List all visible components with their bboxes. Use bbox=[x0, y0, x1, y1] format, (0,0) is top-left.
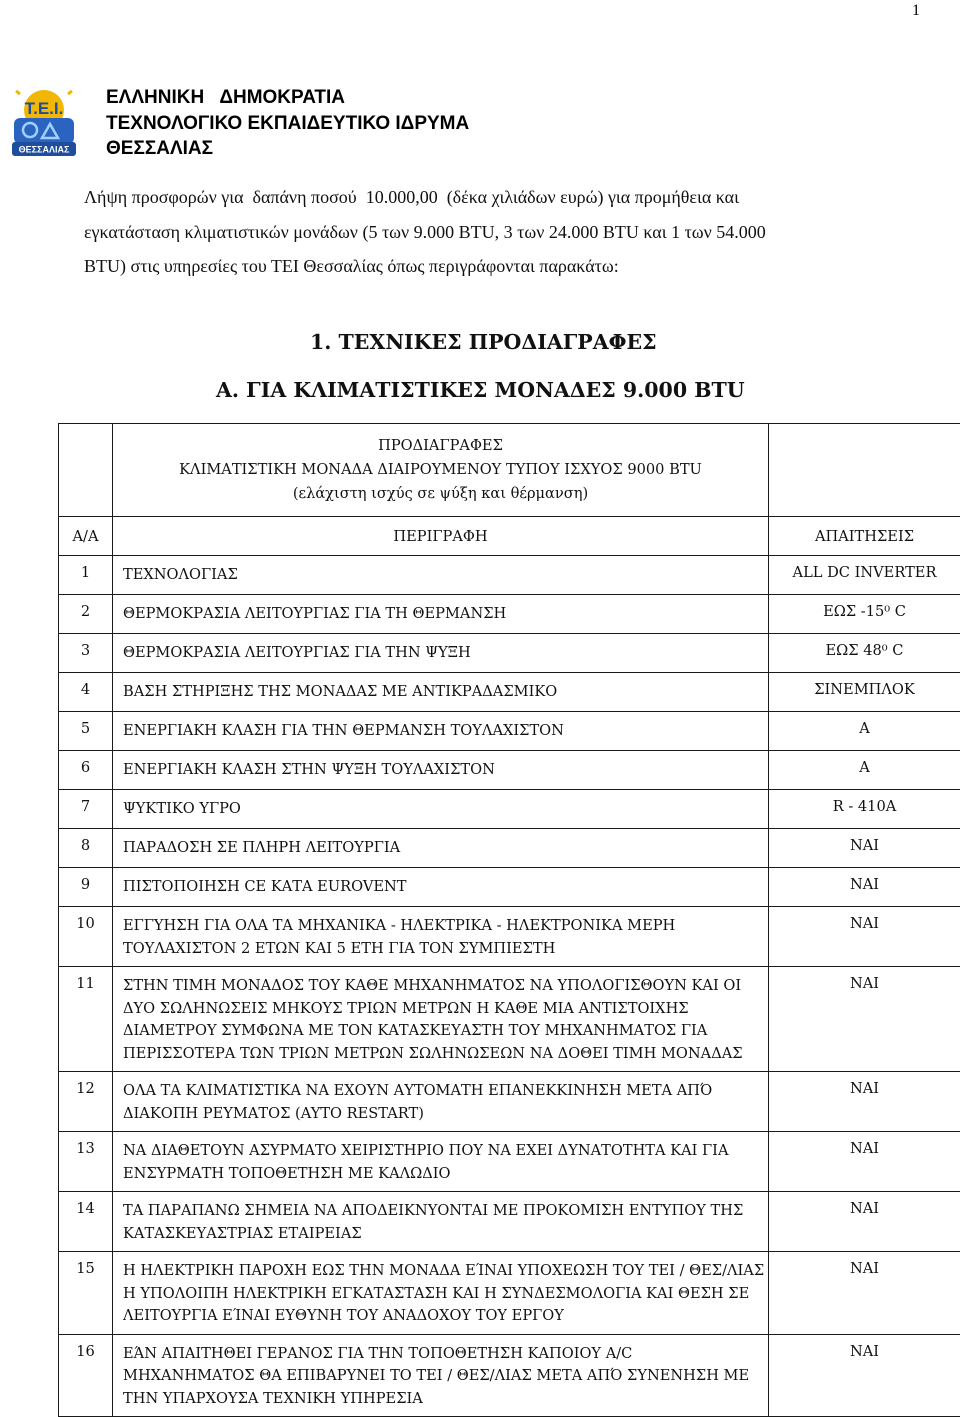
table-row bbox=[59, 1192, 960, 1252]
row-description: ΤΑ ΠΑΡΑΠΑΝΩ ΣΗΜΕΙΑ ΝΑ ΑΠΟΔΕΙΚΝΥΟΝΤΑΙ ΜΕ ΠΡΟΚΟΜΙΣΗ ΕΝΤΥΠΟΥ ΤΗΣ ΚΑΤΑΣΚΕΥΑΣΤΡΙΑΣ ΕΤΑΙΡΕΙΑΣ bbox=[113, 1192, 769, 1252]
table-row bbox=[59, 1072, 960, 1132]
logo-graphic bbox=[6, 88, 82, 158]
row-number: 11 bbox=[59, 967, 113, 1072]
row-number: 1 bbox=[59, 556, 113, 595]
table-row bbox=[59, 1334, 960, 1417]
row-description: ΒΑΣΗ ΣΤΗΡΙΞΗΣ ΤΗΣ ΜΟΝΑΔΑΣ ΜΕ ΑΝΤΙΚΡΑΔΑΣΜΙΚΟ bbox=[113, 673, 769, 712]
table-title-line-3: (ελάχιστη ισχύς σε ψύξη και θέρμανση) bbox=[113, 482, 768, 506]
table-row bbox=[59, 829, 960, 868]
row-number: 5 bbox=[59, 712, 113, 751]
row-description: ΠΙΣΤΟΠΟΙΗΣΗ CE ΚΑΤΑ EUROVENT bbox=[113, 868, 769, 907]
table-row bbox=[59, 595, 960, 634]
row-description: ΤΕΧΝΟΛΟΓΙΑΣ bbox=[113, 556, 769, 595]
intro-line-1: Λήψη προσφορών για δαπάνη ποσού 10.000,00 (δέκα χιλιάδων ευρώ) για προμήθεια και bbox=[84, 180, 934, 215]
row-description: ΕΝΕΡΓΙΑΚΗ ΚΛΑΣΗ ΓΙΑ ΤΗΝ ΘΕΡΜΑΝΣΗ ΤΟΥΛΑΧΙΣΤΟΝ bbox=[113, 712, 769, 751]
table-row bbox=[59, 634, 960, 673]
row-requirement: ΝΑΙ bbox=[769, 1132, 960, 1192]
section-heading: 1. ΤΕΧΝΙΚΕΣ ΠΡΟΔΙΑΓΡΑΦΕΣ bbox=[310, 330, 657, 354]
table-row bbox=[59, 1252, 960, 1335]
organization-header bbox=[106, 85, 469, 162]
row-number: 4 bbox=[59, 673, 113, 712]
table-title-row bbox=[59, 424, 960, 517]
row-number: 3 bbox=[59, 634, 113, 673]
intro-paragraph bbox=[84, 180, 934, 284]
row-number: 14 bbox=[59, 1192, 113, 1252]
row-requirement: ΝΑΙ bbox=[769, 1252, 960, 1335]
row-requirement: ΝΑΙ bbox=[769, 907, 960, 967]
row-description: ΕΝΕΡΓΙΑΚΗ ΚΛΑΣΗ ΣΤΗΝ ΨΥΞΗ ΤΟΥΛΑΧΙΣΤΟΝ bbox=[113, 751, 769, 790]
row-requirement: ΝΑΙ bbox=[769, 1192, 960, 1252]
column-header-requirements: ΑΠΑΙΤΗΣΕΙΣ bbox=[769, 517, 960, 556]
row-requirement: ΝΑΙ bbox=[769, 829, 960, 868]
row-number: 13 bbox=[59, 1132, 113, 1192]
subsection-heading: Α. ΓΙΑ ΚΛΙΜΑΤΙΣΤΙΚΕΣ ΜΟΝΑΔΕΣ 9.000 BTU bbox=[216, 378, 745, 402]
row-requirement: R - 410A bbox=[769, 790, 960, 829]
table-title-line-2: ΚΛΙΜΑΤΙΣΤΙΚΗ ΜΟΝΑΔΑ ΔΙΑΙΡΟΥΜΕΝΟΥ ΤΥΠΟΥ ΙΣΧΥΟΣ 9000 BTU bbox=[113, 458, 768, 482]
table-row bbox=[59, 673, 960, 712]
row-number: 15 bbox=[59, 1252, 113, 1335]
table-row bbox=[59, 790, 960, 829]
tei-thessaly-logo bbox=[6, 88, 82, 158]
row-description: ΕΓΓΥΗΣΗ ΓΙΑ ΟΛΑ ΤΑ ΜΗΧΑΝΙΚΑ - ΗΛΕΚΤΡΙΚΑ - ΗΛΕΚΤΡΟΝΙΚΑ ΜΕΡΗ ΤΟΥΛΑΧΙΣΤΟΝ 2 ΕΤΩΝ ΚΑΙ 5 ΕΤΗ ΓΙΑ ΤΟΝ ΣΥΜΠΙΕΣΤΗ bbox=[113, 907, 769, 967]
row-number: 8 bbox=[59, 829, 113, 868]
row-requirement: ΕΩΣ 48⁰ C bbox=[769, 634, 960, 673]
column-header-description: ΠΕΡΙΓΡΑΦΗ bbox=[113, 517, 769, 556]
table-row bbox=[59, 556, 960, 595]
row-number: 12 bbox=[59, 1072, 113, 1132]
row-description: ΕΆΝ ΑΠΑΙΤΗΘΕΙ ΓΕΡΑΝΟΣ ΓΙΑ ΤΗΝ ΤΟΠΟΘΕΤΗΣΗ ΚΑΠΟΙΟΥ Α/C ΜΗΧΑΝΗΜΑΤΟΣ ΘΑ ΕΠΙΒΑΡΥΝΕΙ ΤΟ ΤΕΙ / ΘΕΣ/ΛΙΑΣ ΜΕΤΑ ΑΠΌ ΣΥΝΕΝΗΣΗ ΜΕ ΤΗΝ ΥΠΑΡΧΟΥΣΑ ΤΕΧΝΙΚΗ ΥΠΗΡΕΣΙΑ bbox=[113, 1334, 769, 1417]
row-requirement: A bbox=[769, 712, 960, 751]
column-header-no: Α/Α bbox=[59, 517, 113, 556]
row-description: Η ΗΛΕΚΤΡΙΚΗ ΠΑΡΟΧΗ ΕΩΣ ΤΗΝ ΜΟΝΑΔΑ ΕΊΝΑΙ ΥΠΟΧΕΩΣΗ ΤΟΥ ΤΕΙ / ΘΕΣ/ΛΙΑΣ Η ΥΠΟΛΟΙΠΗ ΗΛΕΚΤΡΙΚΗ ΕΓΚΑΤΑΣΤΑΣΗ ΚΑΙ Η ΣΥΝΔΕΣΜΟΛΟΓΙΑ ΚΑΙ ΘΕΣΗ ΣΕ ΛΕΙΤΟΥΡΓΙΑ ΕΊΝΑΙ ΕΥΘΥΝΗ ΤΟΥ ΑΝΑΔΟΧΟΥ ΤΟΥ ΕΡΓΟΥ bbox=[113, 1252, 769, 1335]
row-number: 6 bbox=[59, 751, 113, 790]
row-number: 9 bbox=[59, 868, 113, 907]
row-description: ΟΛΑ ΤΑ ΚΛΙΜΑΤΙΣΤΙΚΑ ΝΑ ΕΧΟΥΝ ΑΥΤΟΜΑΤΗ ΕΠΑΝΕΚΚΙΝΗΣΗ ΜΕΤΑ ΑΠΌ ΔΙΑΚΟΠΗ ΡΕΥΜΑΤΟΣ (AYTO RESTART) bbox=[113, 1072, 769, 1132]
row-requirement: ΝΑΙ bbox=[769, 868, 960, 907]
row-description: ΠΑΡΑΔΟΣΗ ΣΕ ΠΛΗΡΗ ΛΕΙΤΟΥΡΓΙΑ bbox=[113, 829, 769, 868]
org-line-3: ΘΕΣΣΑΛΙΑΣ bbox=[106, 136, 469, 162]
row-requirement: A bbox=[769, 751, 960, 790]
intro-line-2: εγκατάσταση κλιματιστικών μονάδων (5 των 9.000 BTU, 3 των 24.000 BTU και 1 των 54.000 bbox=[84, 215, 934, 250]
table-row bbox=[59, 868, 960, 907]
row-description: ΨΥΚΤΙΚΟ ΥΓΡΟ bbox=[113, 790, 769, 829]
row-requirement: ΕΩΣ -15⁰ C bbox=[769, 595, 960, 634]
row-description: ΣΤΗΝ ΤΙΜΗ ΜΟΝΑΔΟΣ ΤΟΥ ΚΑΘΕ ΜΗΧΑΝΗΜΑΤΟΣ ΝΑ ΥΠΟΛΟΓΙΣΘΟΥΝ ΚΑΙ ΟΙ ΔΥΟ ΣΩΛΗΝΩΣΕΙΣ ΜΗΚΟΥΣ ΤΡΙΩΝ ΜΕΤΡΩΝ Η ΚΑΘΕ ΜΙΑ ΑΝΤΙΣΤΟΙΧΗΣ ΔΙΑΜΕΤΡΟΥ ΣΥΜΦΩΝΑ ΜΕ ΤΟΝ ΚΑΤΑΣΚΕΥΑΣΤΗ ΤΟΥ ΜΗΧΑΝΗΜΑΤΟΣ ΓΙΑ ΠΕΡΙΣΣΟΤΕΡΑ ΤΩΝ ΤΡΙΩΝ ΜΕΤΡΩΝ ΣΩΛΗΝΩΣΕΩΝ ΝΑ ΔΟΘΕΙ ΤΙΜΗ ΜΟΝΑΔΑΣ bbox=[113, 967, 769, 1072]
row-number: 2 bbox=[59, 595, 113, 634]
row-number: 10 bbox=[59, 907, 113, 967]
row-requirement: ΝΑΙ bbox=[769, 967, 960, 1072]
table-header-row bbox=[59, 517, 960, 556]
table-title bbox=[113, 424, 769, 517]
row-requirement: ΣΙΝΕΜΠΛΟΚ bbox=[769, 673, 960, 712]
row-requirement: ΝΑΙ bbox=[769, 1072, 960, 1132]
logo-banner-text: ΘΕΣΣΑΛΙΑΣ bbox=[19, 145, 70, 155]
org-line-2: ΤΕΧΝΟΛΟΓΙΚΟ ΕΚΠΑΙΔΕΥΤΙΚΟ ΙΔΡΥΜΑ bbox=[106, 111, 469, 137]
row-requirement: ALL DC INVERTER bbox=[769, 556, 960, 595]
row-description: ΘΕΡΜΟΚΡΑΣΙΑ ΛΕΙΤΟΥΡΓΙΑΣ ΓΙΑ ΤΗΝ ΨΥΞΗ bbox=[113, 634, 769, 673]
table-row bbox=[59, 751, 960, 790]
table-title-line-1: ΠΡΟΔΙΑΓΡΑΦΕΣ bbox=[113, 434, 768, 458]
row-number: 7 bbox=[59, 790, 113, 829]
table-row bbox=[59, 712, 960, 751]
row-description: ΝΑ ΔΙΑΘΕΤΟΥΝ ΑΣΥΡΜΑΤΟ ΧΕΙΡΙΣΤΗΡΙΟ ΠΟΥ ΝΑ ΕΧΕΙ ΔΥΝΑΤΟΤΗΤΑ ΚΑΙ ΓΙΑ ΕΝΣΥΡΜΑΤΗ ΤΟΠΟΘΕΤΗΣΗ ΜΕ ΚΑΛΩΔΙΟ bbox=[113, 1132, 769, 1192]
page-number: 1 bbox=[906, 2, 926, 20]
logo-monogram: T.E.I. bbox=[25, 99, 64, 118]
org-line-1: ΕΛΛΗΝΙΚΗ ΔΗΜΟΚΡΑΤΙΑ bbox=[106, 85, 469, 111]
intro-line-3: BTU) στις υπηρεσίες του ΤΕΙ Θεσσαλίας όπως περιγράφονται παρακάτω: bbox=[84, 249, 934, 284]
table-row bbox=[59, 967, 960, 1072]
row-number: 16 bbox=[59, 1334, 113, 1417]
row-requirement: ΝΑΙ bbox=[769, 1334, 960, 1417]
table-row bbox=[59, 907, 960, 967]
table-row bbox=[59, 1132, 960, 1192]
specifications-table bbox=[58, 423, 960, 1417]
row-description: ΘΕΡΜΟΚΡΑΣΙΑ ΛΕΙΤΟΥΡΓΙΑΣ ΓΙΑ ΤΗ ΘΕΡΜΑΝΣΗ bbox=[113, 595, 769, 634]
